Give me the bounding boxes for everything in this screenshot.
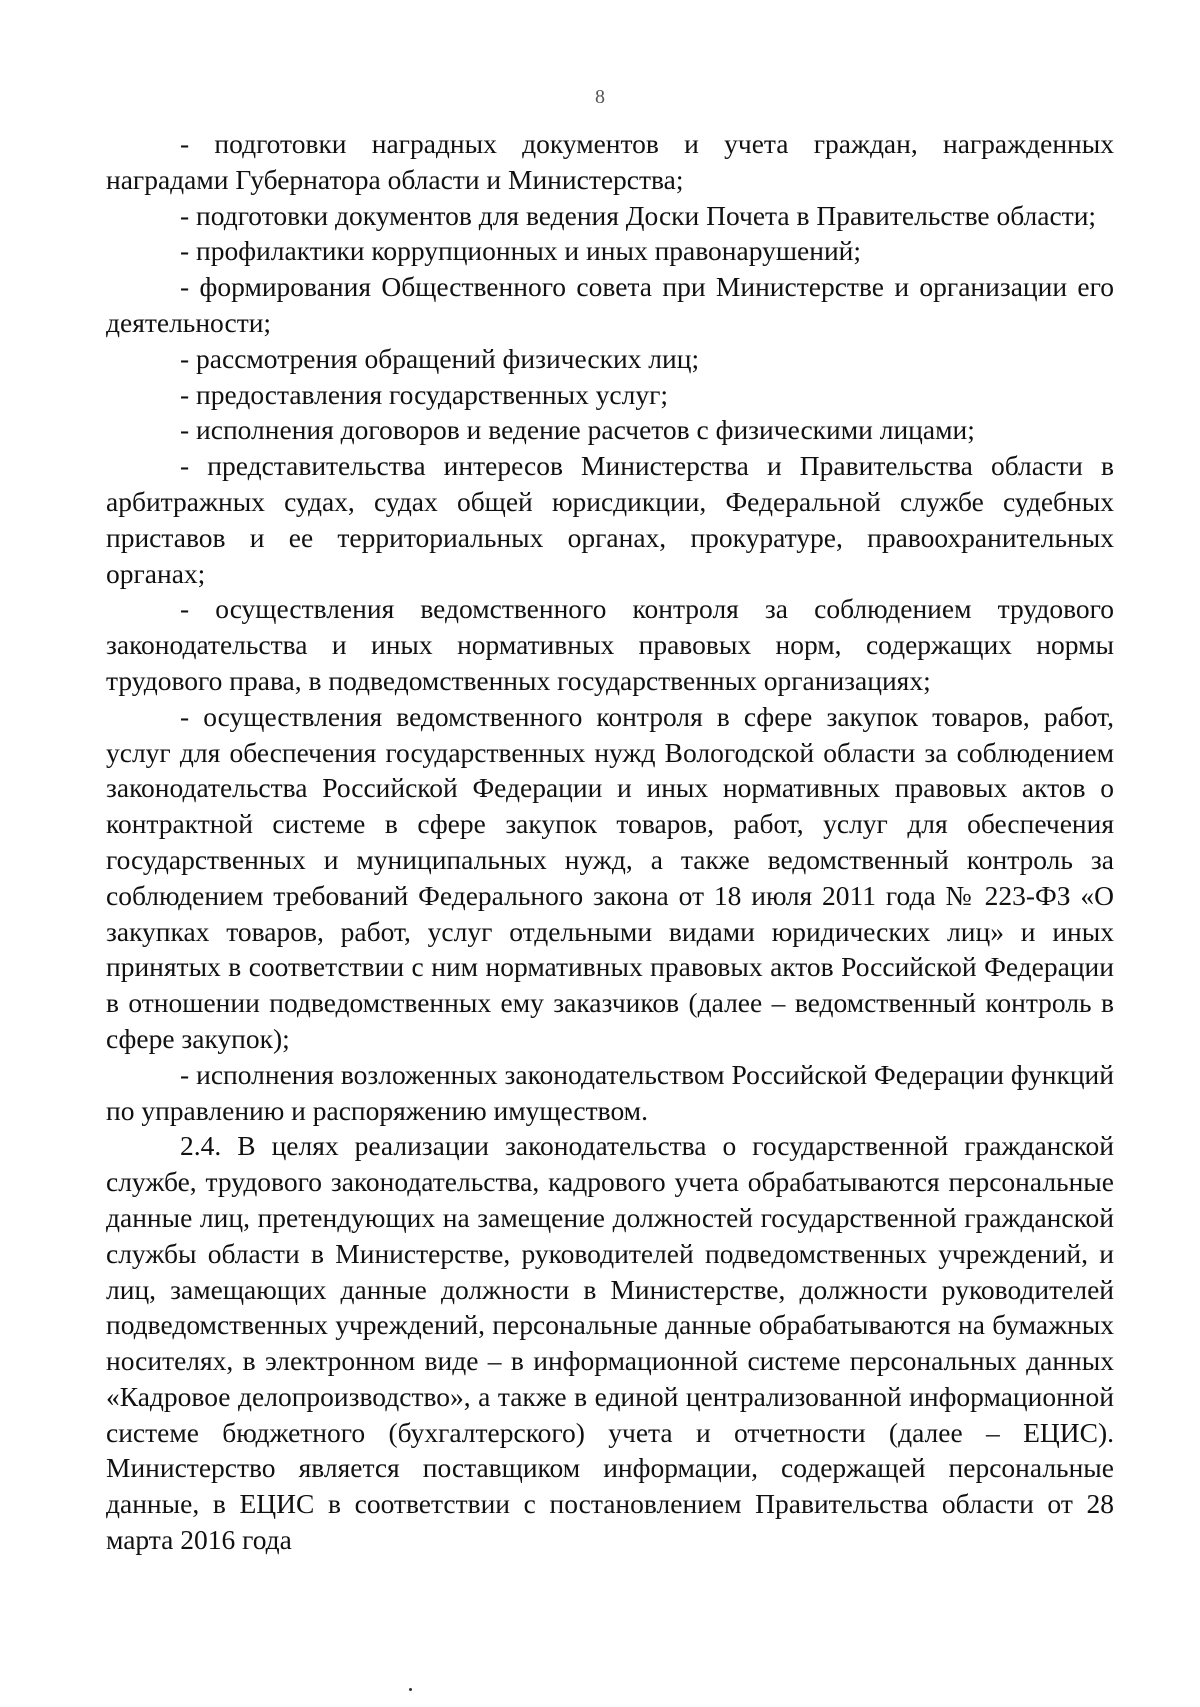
paragraph-public-council: - формирования Общественного совета при Министерстве и организации его деятельности; — [106, 271, 1114, 338]
paragraph-honor-board: - подготовки документов для ведения Доски Почета в Правительстве области; — [180, 199, 1097, 231]
document-body — [106, 126, 1114, 1558]
paragraph-corruption-prevention: - профилактики коррупционных и иных правонарушений; — [180, 235, 862, 267]
scan-speck — [409, 1688, 412, 1691]
paragraph-contracts: - исполнения договоров и ведение расчетов с физическими лицами; — [180, 414, 975, 446]
paragraph-procurement-control: - осуществления ведомственного контроля в сфере закупок товаров, работ, услуг для обеспечения государственных нужд Вологодской области за соблюдением законодательства Российской Федерации и иных нормативных правовых актов о контрактной системе в сфере закупок товаров, работ, услуг для обеспечения государственных и муниципальных нужд, а также ведомственный контроль за соблюдением требований Федерального закона от 18 июля 2011 года № 223-ФЗ «О закупках товаров, работ, услуг отдельными видами юридических лиц» и иных принятых в соответствии с ним нормативных правовых актов Российской Федерации в отношении подведомственных ему заказчиков (далее – ведомственный контроль в сфере закупок); — [106, 700, 1114, 1054]
paragraph-public-services: - предоставления государственных услуг; — [180, 378, 669, 410]
paragraph-awards: - подготовки наградных документов и учета граждан, награжденных наградами Губернатора области и Министерства; — [106, 128, 1114, 195]
paragraph-section-2-4: 2.4. В целях реализации законодательства о государственной гражданской службе, трудового законодательства, кадрового учета обрабатываются персональные данные лиц, претендующих на замещение должностей государственной гражданской службы области в Министерстве, руководителей подведомственных учреждений, и лиц, замещающих данные должности в Министерстве, должности руководителей подведомственных учреждений, персональные данные обрабатываются на бумажных носителях, в электронном виде – в информационной системе персональных данных «Кадровое делопроизводство», а также в единой централизованной информационной системе бюджетного (бухгалтерского) учета и отчетности (далее – ЕЦИС). Министерство является поставщиком информации, содержащей персональные данные, в ЕЦИС в соответствии с постановлением Правительства области от 28 марта 2016 года — [106, 1130, 1114, 1556]
paragraph-citizen-appeals: - рассмотрения обращений физических лиц; — [180, 342, 700, 374]
paragraph-representation: - представительства интересов Министерства и Правительства области в арбитражных судах, судах общей юрисдикции, Федеральной службе судебных приставов и ее территориальных органах, прокуратуре, правоохранительных органах; — [106, 450, 1114, 589]
page-number: 8 — [595, 86, 605, 108]
paragraph-labor-control: - осуществления ведомственного контроля за соблюдением трудового законодательства и иных нормативных правовых норм, содержащих нормы трудового права, в подведомственных государственных организациях; — [106, 593, 1114, 696]
paragraph-property-management: - исполнения возложенных законодательством Российской Федерации функций по управлению и распоряжению имуществом. — [106, 1058, 1114, 1126]
